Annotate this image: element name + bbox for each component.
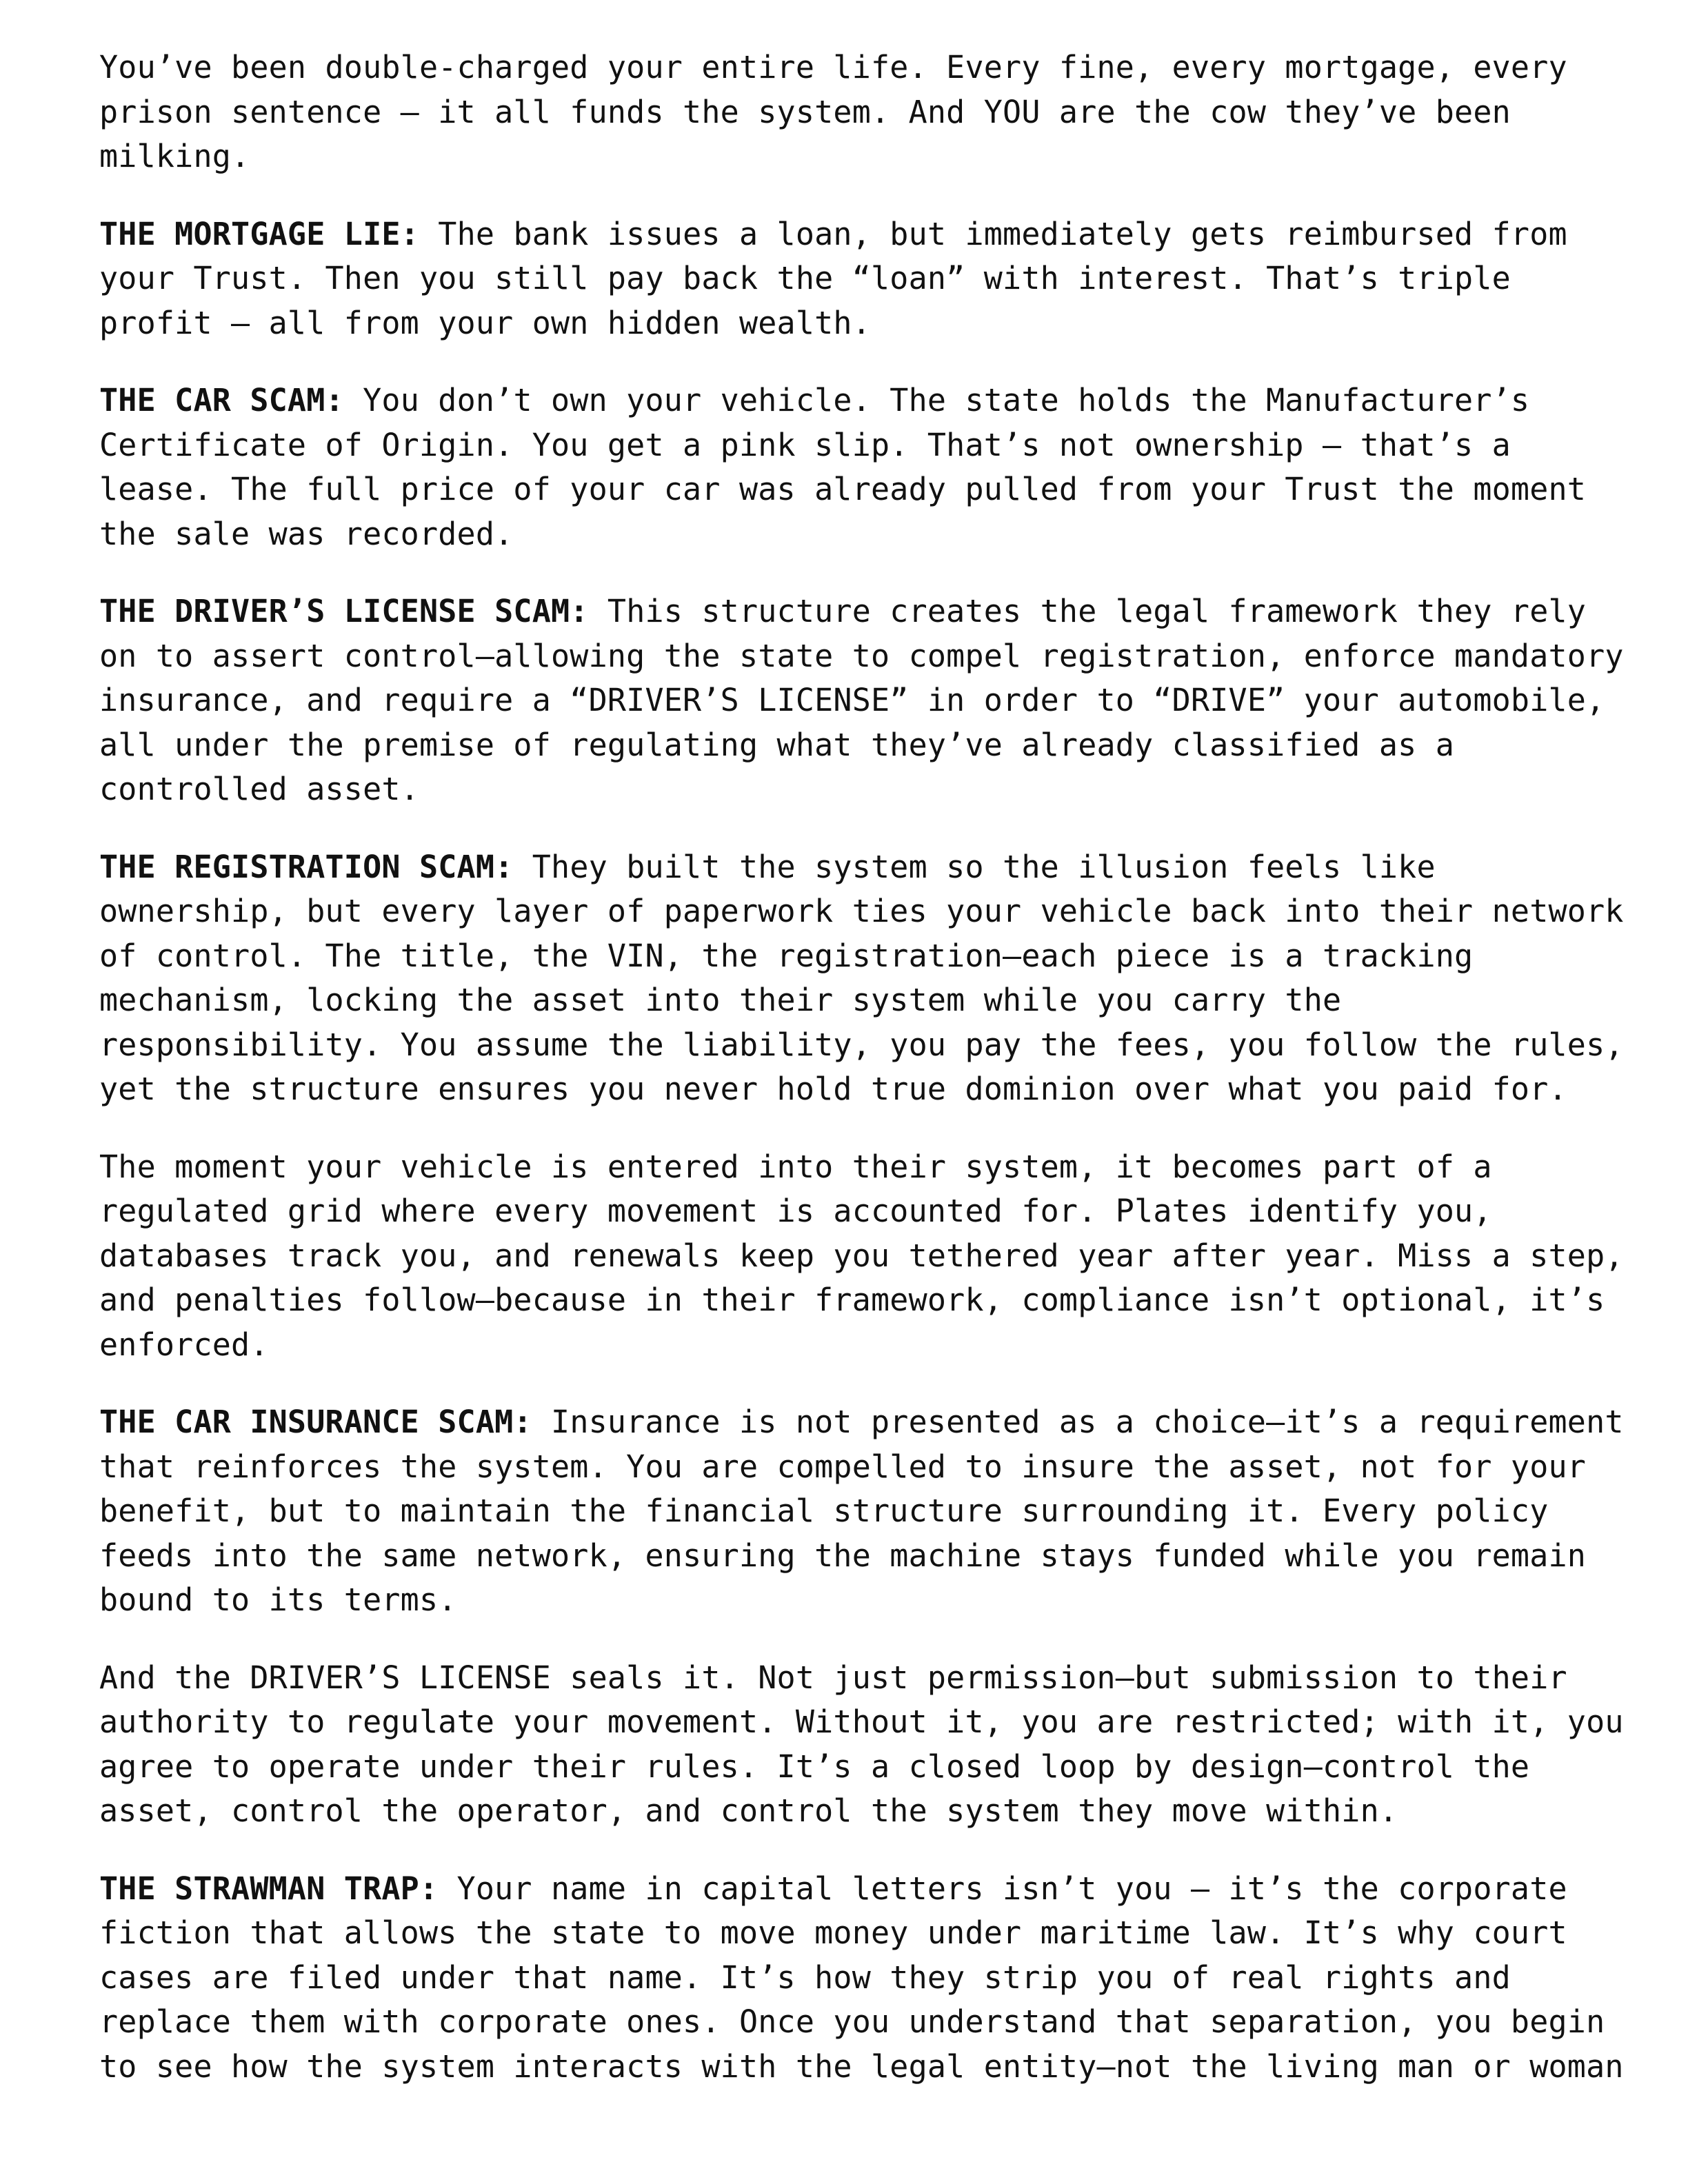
text-line xyxy=(99,1867,1616,1912)
text-line: cases are filed under that name. It’s how they strip you of real rights and xyxy=(99,1959,1511,1996)
text-line: fiction that allows the state to move money under maritime law. It’s why court xyxy=(99,1914,1567,1951)
text-line: mechanism, locking the asset into their system while you carry the xyxy=(99,982,1342,1018)
text-run: Your name in capital letters isn’t you – it’s the corporate xyxy=(438,1870,1567,1907)
section-heading: THE STRAWMAN TRAP: xyxy=(99,1870,439,1907)
text-line: prison sentence – it all funds the system. And YOU are the cow they’ve been xyxy=(99,93,1511,130)
paragraph-drivers-license-scam xyxy=(99,589,1624,812)
text-line: yet the structure ensures you never hold true dominion over what you paid for. xyxy=(99,1071,1567,1107)
text-line: databases track you, and renewals keep you tethered year after year. Miss a step, xyxy=(99,1237,1624,1274)
paragraph-mortgage-lie xyxy=(99,212,1616,346)
text-line: ownership, but every layer of paperwork ties your vehicle back into their network xyxy=(99,893,1624,929)
text-line xyxy=(99,1400,1624,1445)
text-line: And the DRIVER’S LICENSE seals it. Not just permission—but submission to their xyxy=(99,1659,1567,1696)
paragraph-strawman-trap xyxy=(99,1867,1624,2090)
text-run: Insurance is not presented as a choice—it’s a requirement xyxy=(532,1404,1624,1440)
text-line: profit – all from your own hidden wealth. xyxy=(99,304,871,341)
text-line: lease. The full price of your car was already pulled from your Trust the moment xyxy=(99,471,1587,507)
text-line: milking. xyxy=(99,138,250,174)
text-line: that reinforces the system. You are compelled to insure the asset, not for your xyxy=(99,1448,1587,1485)
text-line: the sale was recorded. xyxy=(99,515,514,552)
text-line xyxy=(99,378,1616,423)
text-line: of control. The title, the VIN, the registration—each piece is a tracking xyxy=(99,937,1474,974)
text-line: Certificate of Origin. You get a pink slip. That’s not ownership – that’s a xyxy=(99,426,1511,463)
text-line: asset, control the operator, and control the system they move within. xyxy=(99,1792,1398,1829)
text-run: You don’t own your vehicle. The state holds the Manufacturer’s xyxy=(343,382,1530,418)
text-line: all under the premise of regulating what they’ve already classified as a xyxy=(99,726,1455,763)
section-heading: THE REGISTRATION SCAM: xyxy=(99,848,514,885)
text-line: agree to operate under their rules. It’s a closed loop by design—control the xyxy=(99,1748,1530,1785)
paragraph-vehicle-system xyxy=(99,1145,1624,1368)
paragraph-license-seals xyxy=(99,1656,1624,1834)
section-heading: THE DRIVER’S LICENSE SCAM: xyxy=(99,593,589,629)
section-heading: THE CAR INSURANCE SCAM: xyxy=(99,1404,532,1440)
text-line: bound to its terms. xyxy=(99,1581,457,1618)
text-line: on to assert control—allowing the state to compel registration, enforce mandatory xyxy=(99,637,1624,674)
text-line: and penalties follow—because in their framework, compliance isn’t optional, it’s xyxy=(99,1282,1605,1318)
text-line xyxy=(99,212,1616,257)
text-line: your Trust. Then you still pay back the “loan” with interest. That’s triple xyxy=(99,260,1511,296)
text-run: The bank issues a loan, but immediately gets reimbursed from xyxy=(419,215,1567,252)
text-line: enforced. xyxy=(99,1326,269,1363)
paragraph-car-scam xyxy=(99,378,1616,556)
paragraph-registration-scam xyxy=(99,845,1624,1112)
text-line: replace them with corporate ones. Once you understand that separation, you begin xyxy=(99,2003,1605,2040)
text-line: feeds into the same network, ensuring the machine stays funded while you remain xyxy=(99,1537,1587,1574)
text-line: authority to regulate your movement. Without it, you are restricted; with it, you xyxy=(99,1703,1624,1740)
section-heading: THE CAR SCAM: xyxy=(99,382,344,418)
paragraph-intro xyxy=(99,46,1616,179)
text-line: to see how the system interacts with the legal entity—not the living man or woman xyxy=(99,2048,1624,2085)
text-line: You’ve been double-charged your entire life. Every fine, every mortgage, every xyxy=(99,49,1567,85)
text-run: This structure creates the legal framework they rely xyxy=(588,593,1587,629)
text-run: They built the system so the illusion feels like xyxy=(513,848,1436,885)
text-line: controlled asset. xyxy=(99,771,419,807)
document-page xyxy=(99,46,1624,2122)
text-line xyxy=(99,845,1616,890)
text-line: insurance, and require a “DRIVER’S LICENSE” in order to “DRIVE” your automobile, xyxy=(99,682,1605,718)
text-line: responsibility. You assume the liability, you pay the fees, you follow the rules, xyxy=(99,1026,1624,1063)
text-line: The moment your vehicle is entered into their system, it becomes part of a xyxy=(99,1148,1492,1185)
text-line xyxy=(99,589,1616,634)
text-line: benefit, but to maintain the financial structure surrounding it. Every policy xyxy=(99,1493,1549,1529)
text-line: regulated grid where every movement is accounted for. Plates identify you, xyxy=(99,1193,1492,1229)
paragraph-car-insurance-scam xyxy=(99,1400,1624,1623)
section-heading: THE MORTGAGE LIE: xyxy=(99,215,419,252)
